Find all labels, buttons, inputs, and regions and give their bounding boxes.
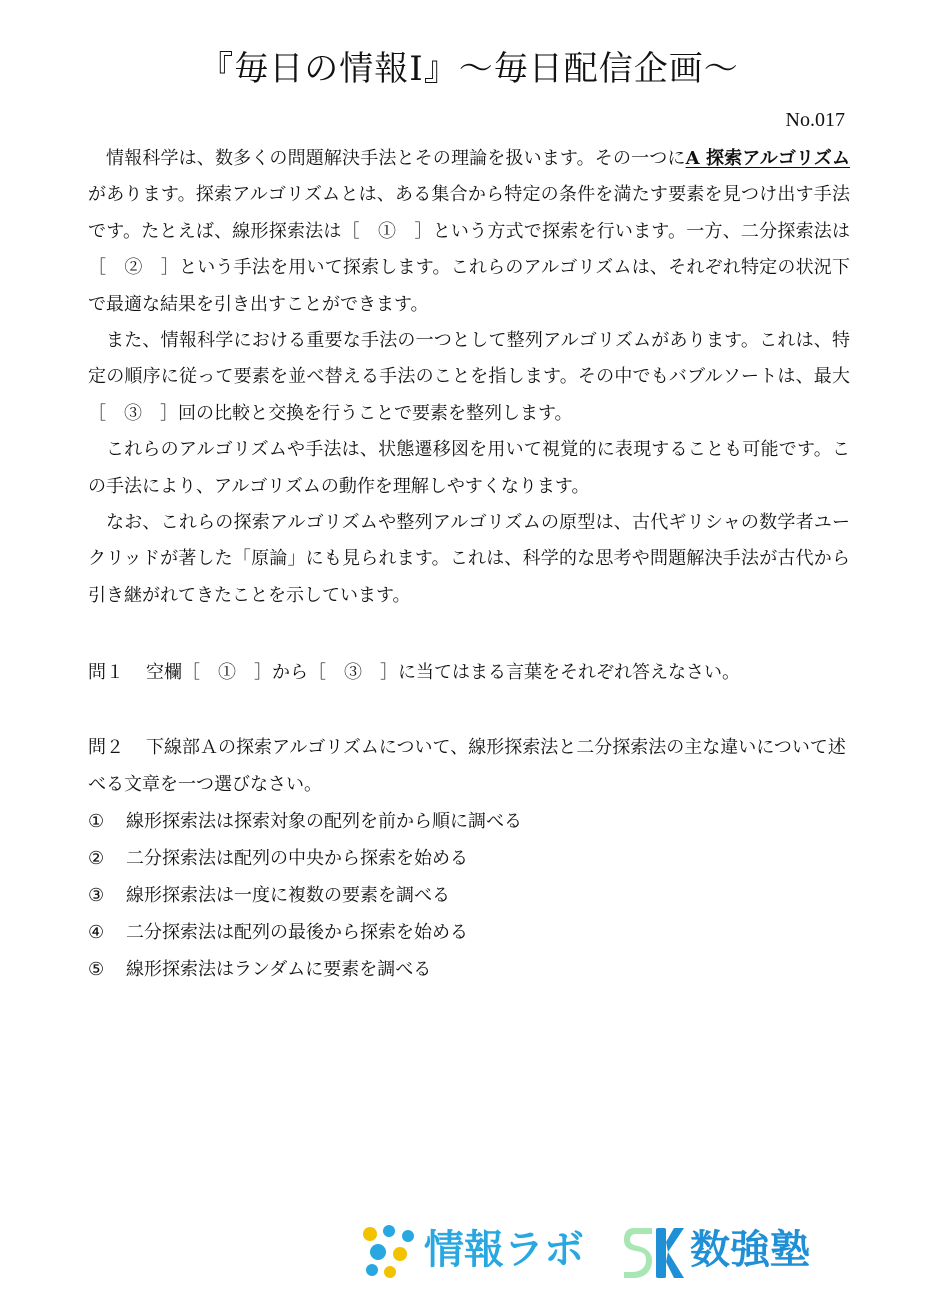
answer-option: ② 二分探索法は配列の中央から探索を始める [88, 848, 468, 869]
paragraph-4: なお、これらの探索アルゴリズムや整列アルゴリズムの原型は、古代ギリシャの数学者ユークリッドが著した「原論」にも見られます。これは、科学的な思考や問題解決手法が古代から引き継がれてきたことを示しています。 [88, 512, 850, 606]
blank-2: ［ ② ］ [88, 257, 180, 279]
answer-option: ① 線形探索法は探索対象の配列を前から順に調べる [88, 811, 522, 832]
question-1-text: 空欄［ ① ］から［ ③ ］に当てはまる言葉をそれぞれ答えなさい。 [146, 662, 740, 683]
document-number: No.017 [785, 109, 845, 131]
answer-options [88, 803, 850, 988]
joho-lab-logo: 情報ラボ [424, 1227, 584, 1273]
answer-option: ③ 線形探索法は一度に複数の要素を調べる [88, 885, 450, 906]
question-2-label: 問２ [88, 737, 124, 758]
question-1 [88, 655, 850, 691]
paragraph-2: また、情報科学における重要な手法の一つとして整列アルゴリズムがあります。これは、特定の順序に従って要素を並べ替える手法のことを指します。その中でもバブルソートは、最大［ ③ ］回の比較と交換を行うことで要素を整列します。 [88, 330, 850, 424]
sk-mark-icon [622, 1222, 686, 1280]
question-1-label: 問１ [88, 662, 124, 683]
answer-option: ⑤ 線形探索法はランダムに要素を調べる [88, 959, 432, 980]
answer-option: ④ 二分探索法は配列の最後から探索を始める [88, 922, 468, 943]
sukyo-juku-logo: 数強塾 [690, 1227, 810, 1273]
blank-3: ［ ③ ］ [88, 402, 178, 424]
paragraph-3: これらのアルゴリズムや手法は、状態遷移図を用いて視覚的に表現することも可能です。この手法により、アルゴリズムの動作を理解しやすくなります。 [88, 439, 850, 497]
underlined-term: A 探索アルゴリズム [685, 148, 851, 169]
question-2-text: 下線部Ａの探索アルゴリズムについて、線形探索法と二分探索法の主な違いについて述べる文章を一つ選びなさい。 [88, 737, 846, 795]
network-dots-icon [360, 1222, 418, 1280]
blank-1: ［ ① ］ [341, 220, 433, 242]
page-title: 『毎日の情報Ⅰ』〜毎日配信企画〜 [199, 49, 739, 89]
passage [88, 141, 850, 614]
question-2 [88, 730, 850, 803]
paragraph-1: 情報科学は、数多くの問題解決手法とその理論を扱います。その一つにA 探索アルゴリズムがあります。探索アルゴリズムとは、ある集合から特定の条件を満たす要素を見つけ出す手法です。たとえば、線形探索法は［ ① ］という方式で探索を行います。一方、二分探索法は［ ② ］という手法を用いて探索します。これらのアルゴリズムは、それぞれ特定の状況下で最適な結果を引き出すことができます。 [88, 148, 851, 315]
footer-logos [360, 1220, 840, 1280]
